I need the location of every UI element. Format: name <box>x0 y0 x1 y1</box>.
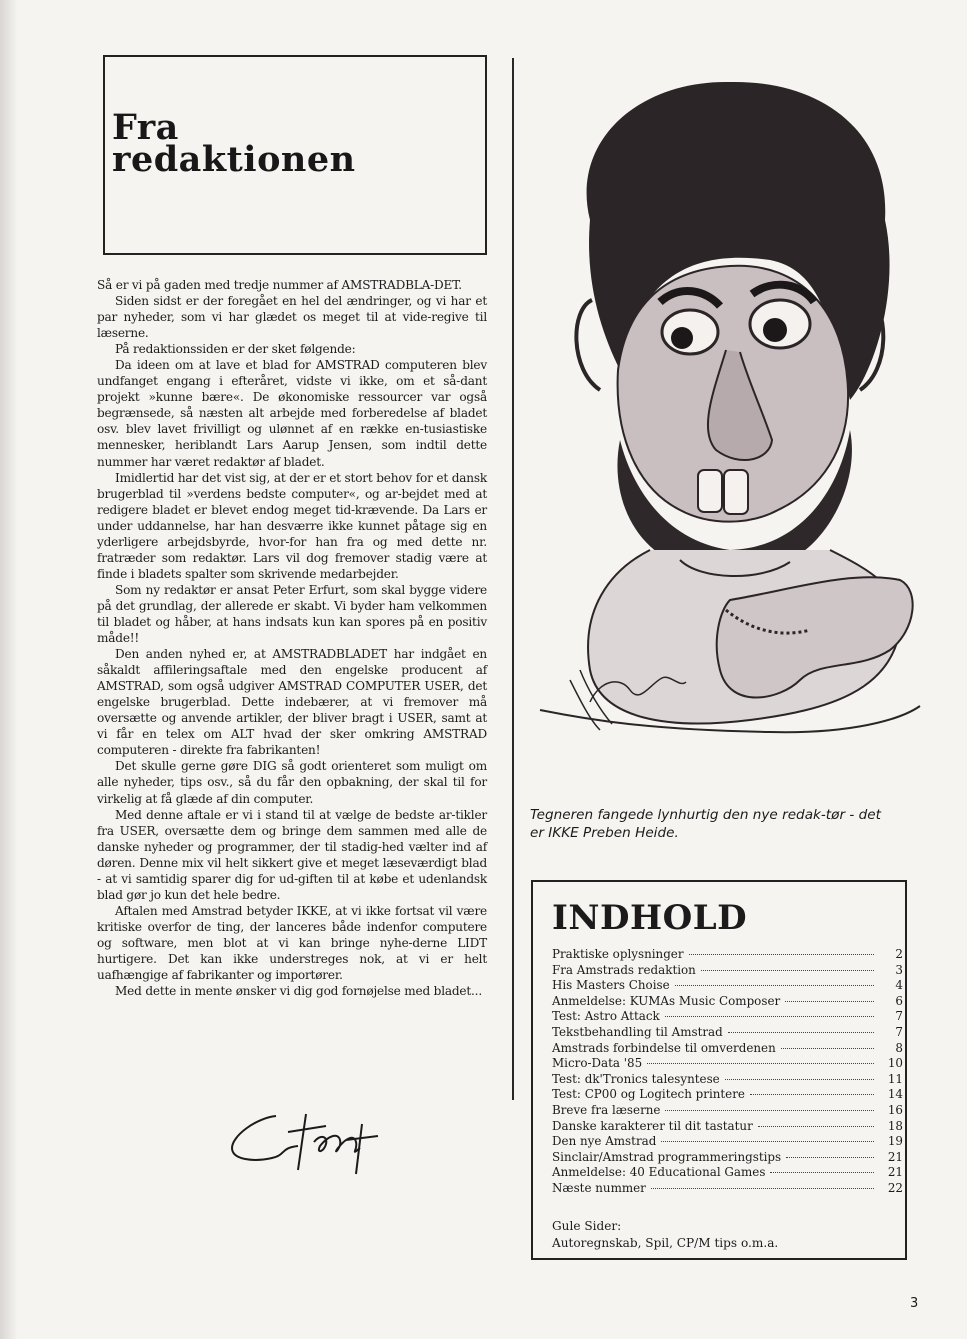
toc-entry <box>552 978 903 994</box>
toc-entry-label: His Masters Choise <box>552 978 670 993</box>
toc-dot-leader <box>728 1032 874 1033</box>
editor-signature <box>228 1108 398 1178</box>
toc-entry-label: Danske karakterer til dit tastatur <box>552 1118 753 1133</box>
toc-entry <box>552 963 903 979</box>
toc-entry-page: 7 <box>895 1024 903 1039</box>
toc-entry-label: Tekstbehandling til Amstrad <box>552 1024 723 1039</box>
toc-entry-page: 21 <box>887 1165 903 1180</box>
toc-entry-label: Anmeldelse: 40 Educational Games <box>552 1165 766 1180</box>
article-paragraph: Som ny redaktør er ansat Peter Erfurt, som skal bygge videre på det grundlag, der allerede er skabt. Vi byder ham velkommen til bladet og håber, at hans indsats kun kan spores på en positiv måde!! <box>97 582 487 646</box>
yellow-pages-note <box>552 1218 778 1252</box>
toc-dot-leader <box>665 1110 874 1111</box>
toc-dot-leader <box>647 1063 874 1064</box>
toc-entry-label: Fra Amstrads redaktion <box>552 962 696 977</box>
toc-dot-leader <box>665 1016 874 1017</box>
toc-entry <box>552 1087 903 1103</box>
page-gutter-shadow <box>0 0 18 1339</box>
toc-entry-label: Micro-Data '85 <box>552 1056 643 1071</box>
toc-dot-leader <box>725 1079 874 1080</box>
toc-entry <box>552 1103 903 1119</box>
article-paragraph: Med dette in mente ønsker vi dig god fornøjelse med bladet... <box>115 984 482 999</box>
toc-entry-label: Den nye Amstrad <box>552 1134 657 1149</box>
toc-dot-leader <box>758 1126 874 1127</box>
toc-entry-page: 18 <box>887 1118 903 1133</box>
toc-entry <box>552 994 903 1010</box>
toc-dot-leader <box>770 1172 874 1173</box>
toc-entry-page: 7 <box>895 1009 903 1024</box>
toc-entry <box>552 1041 903 1057</box>
toc-entry-page: 3 <box>895 962 903 977</box>
toc-entry-page: 2 <box>895 947 903 961</box>
toc-entry-label: Amstrads forbindelse til omverdenen <box>552 1040 776 1055</box>
toc-entry <box>552 1181 903 1197</box>
toc-entry-label: Næste nummer <box>552 1180 646 1195</box>
toc-entry-label: Test: Astro Attack <box>552 1009 660 1024</box>
toc-entry <box>552 1009 903 1025</box>
toc-entry-page: 10 <box>887 1056 903 1071</box>
toc-dot-leader <box>785 1001 874 1002</box>
article-paragraph: Imidlertid har det vist sig, at der er et stort behov for et dansk brugerblad til »verdens bedste computer«, og ar-bejdet med at redigere bladet er blevet endog meget tid-krævende. Da Lars er under uddannelse, har han desværre ikke kunnet påtage sig en yderligere arbejdsbyrde, hvor-for han fra og med dette nr. fratræder som redaktør. Lars vil dog fremover stadig være at finde i bladets spalter som skrivende medarbejder. <box>97 470 487 581</box>
toc-dot-leader <box>786 1157 874 1158</box>
toc-entry-page: 6 <box>895 993 903 1008</box>
toc-entry <box>552 1134 903 1150</box>
column-divider <box>512 58 514 1100</box>
toc-entry-label: Test: CP00 og Logitech printere <box>552 1087 745 1102</box>
page-title <box>112 107 356 180</box>
article-paragraph: Den anden nyhed er, at AMSTRADBLADET har indgået en såkaldt affileringsaftale med den engelske producent af AMSTRAD, som også udgiver AMSTRAD COMPUTER USER, det engelske brugerblad. Dette indebærer, at vi fremover må oversætte og anvende artikler, der bliver bragt i USER, samt at vi får en telex om ALT hvad der sker omkring AMSTRAD computeren - direkte fra fabrikanten! <box>97 647 487 758</box>
toc-entry <box>552 1056 903 1072</box>
toc-entry <box>552 1025 903 1041</box>
illustration-caption: Tegneren fangede lynhurtig den nye redak-tør - det er IKKE Preben Heide. <box>530 807 881 841</box>
toc-dot-leader <box>781 1048 874 1049</box>
toc-entry-label: Anmeldelse: KUMAs Music Composer <box>552 993 781 1008</box>
article-paragraph: Med denne aftale er vi i stand til at vælge de bedste ar-tikler fra USER, oversætte dem og bringe dem sammen med alle de danske nyheder og programmer, der til stadig-hed vælter ind af døren. Denne mix vil helt sikkert give et meget læseværdigt blad - at vi samtidig sparer dig for ud-giften til at købe et udenlandsk blad gør jo kun det hele bedre. <box>97 807 487 902</box>
toc-dot-leader <box>661 1141 874 1142</box>
article-paragraph: På redaktionssiden er der sket følgende: <box>115 342 356 357</box>
toc-entry-page: 22 <box>887 1180 903 1195</box>
toc-entry <box>552 947 903 963</box>
toc-entry-label: Breve fra læserne <box>552 1102 661 1117</box>
toc-entry-page: 14 <box>887 1087 903 1102</box>
yellow-pages-topics: Autoregnskab, Spil, CP/M tips o.m.a. <box>552 1236 779 1250</box>
toc-dot-leader <box>750 1094 874 1095</box>
toc-entry <box>552 1119 903 1135</box>
toc-dot-leader <box>689 954 874 955</box>
title-line-1: Fra <box>112 107 179 148</box>
toc-entry-page: 16 <box>887 1102 903 1117</box>
editorial-article <box>97 277 487 999</box>
title-line-2: redaktionen <box>112 139 356 180</box>
article-paragraph: Aftalen med Amstrad betyder IKKE, at vi ikke fortsat vil være kritiske overfor de ting, der lanceres både indenfor computere og software, men blot at vi kan bringe nyhe-derne LIDT hurtigere. Det kan ikke understreges nok, at vi er helt uafhængige af fabrikanter og importører. <box>97 903 487 983</box>
toc-entry-page: 21 <box>887 1149 903 1164</box>
caricature-illustration <box>530 70 930 790</box>
article-paragraph: Da ideen om at lave et blad for AMSTRAD computeren blev undfanget engang i efteråret, vidste vi ikke, om et så-dant projekt »kunne bære«. De økonomiske ressourcer var også begrænsede, så næsten alt arbejde med forberedelse af bladet osv. blev lavet frivilligt og ulønnet af en række en-tusiastiske mennesker, heriblandt Lars Aarup Jensen, som indtil dette nummer har været redaktør af bladet. <box>97 358 487 469</box>
contents-title: INDHOLD <box>552 898 748 938</box>
article-paragraph: Siden sidst er der foregået en hel del ændringer, og vi har et par nyheder, som vi har glædet os meget til at vide-regive til læserne. <box>97 294 487 341</box>
toc-entry-label: Test: dk'Tronics talesyntese <box>552 1071 720 1086</box>
toc-entry <box>552 1072 903 1088</box>
toc-dot-leader <box>701 970 874 971</box>
article-paragraph: Så er vi på gaden med tredje nummer af AMSTRADBLA-DET. <box>97 278 462 292</box>
toc-entry-page: 11 <box>887 1071 903 1086</box>
article-paragraph: Det skulle gerne gøre DIG så godt orienteret som muligt om alle nyheder, tips osv., så du får den opbakning, der skal til for virkelig at få glæde af din computer. <box>97 759 487 806</box>
toc-entry-page: 8 <box>895 1040 903 1055</box>
toc-entry <box>552 1165 903 1181</box>
page-number: 3 <box>910 1296 919 1311</box>
toc-dot-leader <box>675 985 874 986</box>
toc-dot-leader <box>651 1188 874 1189</box>
yellow-pages-heading: Gule Sider: <box>552 1219 622 1233</box>
toc-entry-page: 4 <box>895 978 903 993</box>
toc-entry-label: Sinclair/Amstrad programmeringstips <box>552 1149 782 1164</box>
toc-entry-page: 19 <box>887 1134 903 1149</box>
toc-entry-label: Praktiske oplysninger <box>552 947 684 961</box>
contents-list <box>552 947 903 1197</box>
toc-entry <box>552 1150 903 1166</box>
